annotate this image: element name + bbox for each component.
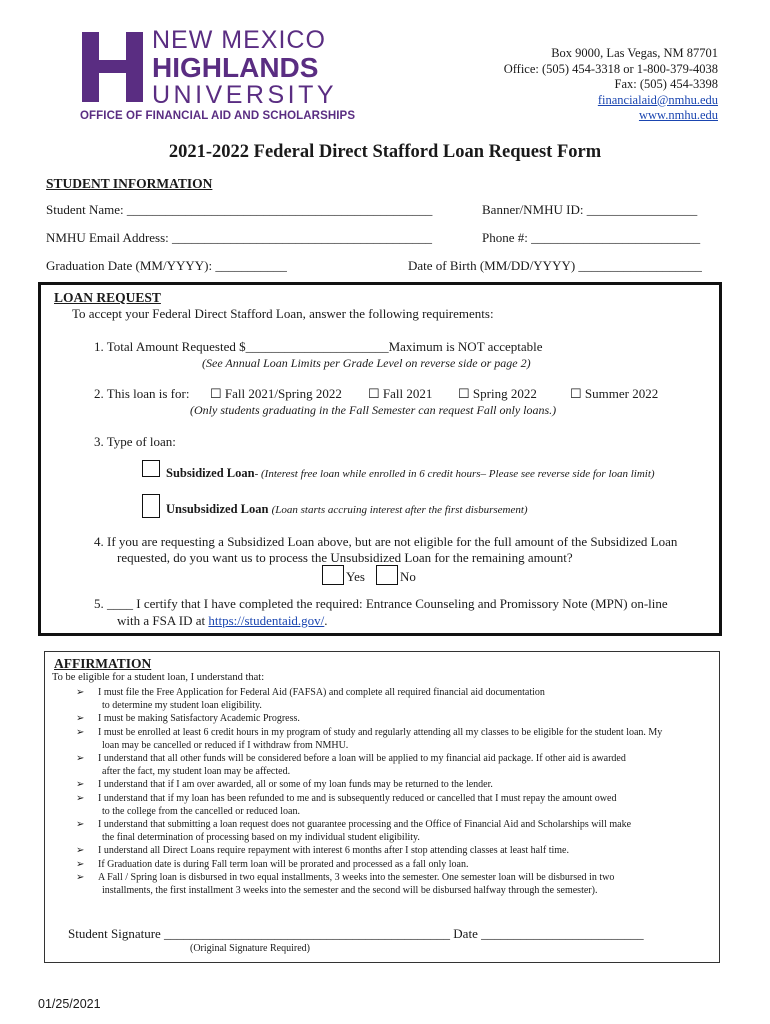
no-label: No [400, 569, 416, 584]
office-phone-text: Office: (505) 454-3318 or 1-800-379-4038 [503, 61, 718, 76]
logo-line-2: HIGHLANDS [152, 52, 319, 83]
item4-line1: 4. If you are requesting a Subsidized Loan above, but are not eligible for the full amount of the Subsidized Loan [94, 534, 678, 549]
arrow-bullet-icon: ➢ [76, 779, 85, 791]
arrow-bullet-icon: ➢ [76, 858, 85, 870]
option-fall-spring[interactable]: ☐ Fall 2021/Spring 2022 [210, 386, 342, 401]
arrow-bullet-icon: ➢ [76, 845, 85, 857]
arrow-bullet-icon: ➢ [76, 792, 85, 804]
unsubsidized-option [166, 502, 528, 517]
logo-line-1: NEW MEXICO [152, 26, 326, 54]
affirmation-item [52, 844, 717, 857]
unsubsidized-note: (Loan starts accruing interest after the first disbursement) [271, 504, 528, 516]
studentaid-link[interactable]: https://studentaid.gov/ [208, 613, 325, 628]
affirmation-item [52, 726, 717, 739]
affirmation-item-text: installments, the first installment 3 weeks into the semester and the second will be disbursed halfway through the semester). [102, 885, 598, 897]
loan-request-heading: LOAN REQUEST [54, 290, 161, 305]
website-link[interactable]: www.nmhu.edu [638, 108, 718, 122]
unsubsidized-label: Unsubsidized Loan [166, 502, 269, 516]
signature-note: (Original Signature Required) [190, 943, 310, 954]
logo-line-3: UNIVERSITY [152, 81, 338, 109]
affirmation-item-continued [52, 699, 717, 712]
signature-field[interactable]: Student Signature ____________________________________________ Date _________________________ [68, 926, 644, 941]
affirmation-item [52, 858, 717, 871]
affirmation-heading: AFFIRMATION [54, 656, 152, 671]
phone-field[interactable]: Phone #: __________________________ [482, 230, 701, 245]
affirmation-item [52, 792, 717, 805]
loan-type-label: 3. Type of loan: [94, 434, 176, 449]
yes-label: Yes [346, 569, 365, 584]
affirmation-item-text: If Graduation date is during Fall term loan will be prorated and processed as a fall only loan. [98, 858, 469, 870]
total-amount-field[interactable]: 1. Total Amount Requested $______________________Maximum is NOT acceptable [94, 339, 543, 354]
affirmation-item-text: to determine my student loan eligibility. [102, 700, 262, 712]
form-title: 2021-2022 Federal Direct Stafford Loan Request Form [168, 142, 602, 162]
subsidized-checkbox[interactable] [142, 460, 160, 477]
affirmation-item [52, 871, 717, 884]
affirmation-item-text: after the fact, my student loan may be affected. [102, 766, 291, 778]
affirmation-item-continued [52, 831, 717, 844]
address-text: Box 9000, Las Vegas, NM 87701 [551, 46, 718, 60]
office-name: OFFICE OF FINANCIAL AID AND SCHOLARSHIPS [80, 110, 356, 122]
affirmation-item-text: I understand all Direct Loans require repayment with interest 6 months after I stop attending classes at least half time. [98, 845, 569, 857]
loan-request-intro: To accept your Federal Direct Stafford Loan, answer the following requirements: [72, 306, 494, 321]
affirmation-item [52, 686, 717, 699]
option-summer[interactable]: ☐ Summer 2022 [570, 386, 659, 401]
affirmation-intro: To be eligible for a student loan, I understand that: [52, 672, 265, 683]
unsubsidized-checkbox[interactable] [142, 494, 160, 518]
subsidized-option [166, 466, 655, 481]
item4-line2: requested, do you want us to process the Unsubsidized Loan for the remaining amount? [117, 550, 573, 565]
student-info-heading: STUDENT INFORMATION [46, 176, 213, 191]
affirmation-item-continued [52, 765, 717, 778]
contact-block [504, 46, 718, 124]
arrow-bullet-icon: ➢ [76, 819, 85, 831]
affirmation-item-text: I understand that if my loan has been refunded to me and is subsequently reduced or cancelled that I must repay the amount owed [98, 792, 617, 804]
option-fall[interactable]: ☐ Fall 2021 [368, 386, 433, 401]
fall-only-note: (Only students graduating in the Fall Semester can request Fall only loans.) [190, 403, 557, 417]
affirmation-item-text: the final determination of processing based on my individual student eligibility. [102, 832, 420, 844]
affirmation-item-text: to the college from the cancelled or reduced loan. [102, 805, 300, 817]
affirmation-item-text: I must be enrolled at least 6 credit hours in my program of study and regularly attending all my classes to be eligible for the student loan. My [98, 726, 663, 738]
email-link[interactable]: financialaid@nmhu.edu [597, 92, 718, 107]
affirmation-item [52, 778, 717, 791]
affirmation-item-continued [52, 739, 717, 752]
affirmation-item-text: I understand that all other funds will be considered before a loan will be applied to my financial aid package. If other aid is awarded [98, 753, 626, 765]
arrow-bullet-icon: ➢ [76, 871, 85, 883]
item5-certify-field[interactable]: 5. ____ I certify that I have completed the required: Entrance Counseling and Promissory Note (MPN) on-line [94, 596, 668, 611]
affirmation-item-text: I must be making Satisfactory Academic Progress. [98, 713, 300, 725]
arrow-bullet-icon: ➢ [76, 713, 85, 725]
arrow-bullet-icon: ➢ [76, 687, 85, 698]
fax-text: Fax: (505) 454-3398 [614, 77, 718, 91]
item5-suffix: . [324, 613, 328, 628]
student-name-field[interactable]: Student Name: _______________________________________________ [46, 202, 433, 217]
affirmation-list [52, 686, 717, 897]
form-revision-date: 01/25/2021 [38, 997, 101, 1011]
banner-id-field[interactable]: Banner/NMHU ID: _________________ [482, 202, 698, 217]
graduation-date-field[interactable]: Graduation Date (MM/YYYY): ___________ [46, 258, 287, 273]
yes-checkbox[interactable] [322, 565, 344, 585]
affirmation-item-continued [52, 805, 717, 818]
university-logo-h [80, 30, 150, 104]
university-logo-text [152, 28, 337, 108]
affirmation-item-text: I must file the Free Application for Federal Aid (FAFSA) and complete all required financial aid documentation [98, 687, 545, 698]
arrow-bullet-icon: ➢ [76, 753, 85, 765]
arrow-bullet-icon: ➢ [76, 726, 85, 738]
affirmation-item-text: A Fall / Spring loan is disbursed in two equal installments, 3 weeks into the semester. One semester loan will be disbursed in two [98, 871, 615, 883]
loan-term-label: 2. This loan is for: [94, 386, 190, 401]
item5-prefix: with a FSA ID at [117, 613, 209, 628]
affirmation-item [52, 712, 717, 725]
no-checkbox[interactable] [376, 565, 398, 585]
affirmation-item-text: I understand that if I am over awarded, all or some of my loan funds may be returned to the lender. [98, 779, 493, 791]
subsidized-note: - (Interest free loan while enrolled in 6 credit hours– Please see reverse side for loan limit) [254, 468, 655, 480]
item5-line2 [117, 613, 328, 629]
affirmation-item [52, 752, 717, 765]
affirmation-item-continued [52, 884, 717, 897]
affirmation-item-text: I understand that submitting a loan request does not guarantee processing and the Office of Financial Aid and Scholarships will make [98, 819, 632, 831]
date-of-birth-field[interactable]: Date of Birth (MM/DD/YYYY) ___________________ [408, 258, 702, 273]
email-field[interactable]: NMHU Email Address: ________________________________________ [46, 230, 433, 245]
loan-limits-note: (See Annual Loan Limits per Grade Level on reverse side or page 2) [202, 356, 531, 370]
subsidized-label: Subsidized Loan [166, 466, 255, 480]
affirmation-item-text: loan may be cancelled or reduced if I withdraw from NMHU. [102, 739, 349, 751]
option-spring[interactable]: ☐ Spring 2022 [458, 386, 537, 401]
affirmation-item [52, 818, 717, 831]
